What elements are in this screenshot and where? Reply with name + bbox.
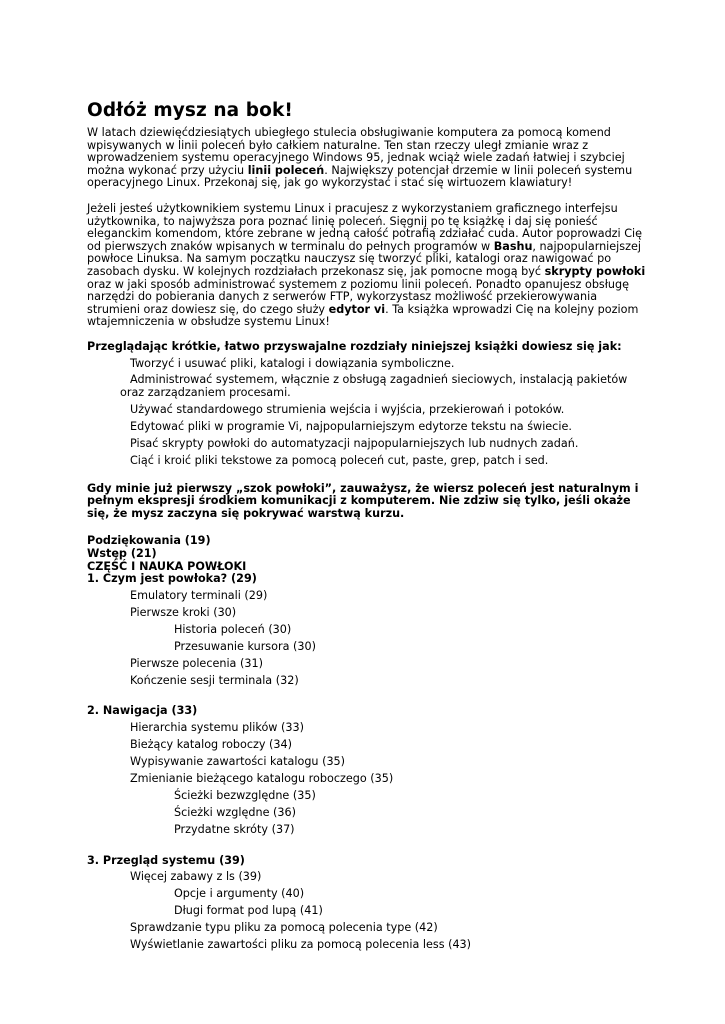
toc-section: Więcej zabawy z ls (39) [130,870,262,884]
features-heading: Przeglądając krótkie, łatwo przyswajalne rozdziały niniejszej książki dowiesz się jak: [87,339,622,353]
toc-subsection: Opcje i argumenty (40) [174,887,305,901]
text-span: , najpopularniejszej powłoce Linuksa. Na samym początku nauczysz się tworzyć pliki, katalogi oraz nawigować po zasobach dysku. W kolejnych rozdziałach przekonasz się, jak pomocne mogą być [87,239,641,278]
toc-introduction: Wstęp (21) [87,546,157,560]
toc-subsection: Ścieżki bezwzględne (35) [174,789,316,803]
feature-item: Pisać skrypty powłoki do automatyzacji najpopularniejszych lub nudnych zadań. [130,437,579,451]
toc-part-heading: CZĘŚĆ I NAUKA POWŁOKI [87,559,247,573]
text-span: oraz w jaki sposób administrować systemem z poziomu linii poleceń. Ponadto opanujesz obsługę narzędzi do pobierania danych z serwerów FTP, wykorzystasz możliwość przekierowywania strumieni oraz dowiesz się, do czego służy [87,277,630,316]
toc-subsection: Przydatne skróty (37) [174,822,295,836]
toc-chapter-3: 3. Przegląd systemu (39) [87,853,245,867]
toc-section: Emulatory terminali (29) [130,589,268,603]
text-span: . Największy potencjał drzemie w linii poleceń systemu operacyjnego Linux. Przekonaj się, jak go wykorzystać i stać się wirtuozem klawiatury! [87,163,633,190]
toc-subsection: Przesuwanie kursora (30) [174,639,316,653]
intro-paragraph [87,127,647,190]
feature-item: Ciąć i kroić pliki tekstowe za pomocą poleceń cut, paste, grep, patch i sed. [130,454,549,468]
bold-term: skrypty powłoki [544,264,646,278]
feature-item: Używać standardowego strumienia wejścia i wyjścia, przekierowań i potoków. [130,403,565,417]
feature-item: Edytować pliki w programie Vi, najpopularniejszym edytorze tekstu na świecie. [130,420,572,434]
toc-acknowledgements: Podziękowania (19) [87,534,211,548]
toc-subsection: Długi format pod lupą (41) [174,904,323,918]
toc-section: Bieżący katalog roboczy (34) [130,738,293,752]
toc-chapter-1: 1. Czym jest powłoka? (29) [87,572,257,586]
toc-chapter-2: 2. Nawigacja (33) [87,704,198,718]
text-span: . Ta książka wprowadzi Cię na kolejny poziom wtajemniczenia w obsłudze systemu Linux! [87,302,639,329]
closing-paragraph: Gdy minie już pierwszy „szok powłoki”, zauważysz, że wiersz poleceń jest naturalnym i pełnym ekspresji środkiem komunikacji z komputerem. Nie zdziw się tylko, jeśli okaże się, że mysz zaczyna się pokrywać warstwą kurzu. [87,481,639,520]
toc-section: Wyświetlanie zawartości pliku za pomocą polecenia less (43) [130,938,472,952]
toc-section: Zmienianie bieżącego katalogu roboczego (35) [130,772,394,786]
text-span: Jeżeli jesteś użytkownikiem systemu Linux i pracujesz z wykorzystaniem graficznego interfejsu użytkownika, to najwyższa pora poznać linię poleceń. Sięgnij po tę książkę i daj się ponieść eleganckim komendom, które zebrane w jedną całość potrafią zdziałać cuda. Autor poprowadzi Cię od pierwszych znaków wpisanych w terminalu do pełnych programów w [87,201,643,253]
bold-term: Bashu [493,239,533,253]
bold-term: linii poleceń [247,163,325,177]
toc-section: Wypisywanie zawartości katalogu (35) [130,755,346,769]
toc-section: Hierarchia systemu plików (33) [130,721,304,735]
toc-section: Kończenie sesji terminala (32) [130,673,299,687]
text-span: W latach dziewięćdziesiątych ubiegłego stulecia obsługiwanie komputera za pomocą komend wpisywanych w linii poleceń było całkiem naturalne. Ten stan rzeczy uległ zmianie wraz z wprowadzeniem systemu operacyjnego Windows 95, jednak wciąż wiele zadań łatwiej i szybciej można wykonać przy użyciu [87,126,625,177]
page-title: Odłóż mysz na bok! [87,100,293,121]
bold-term: edytor vi [328,302,386,316]
toc-subsection: Ścieżki względne (36) [174,806,296,820]
feature-item: Tworzyć i usuwać pliki, katalogi i dowiązania symboliczne. [130,356,455,370]
toc-section: Pierwsze kroki (30) [130,606,237,620]
toc-section: Pierwsze polecenia (31) [130,656,263,670]
features-list [87,358,647,468]
document-body [87,100,647,956]
description-paragraph [87,203,647,329]
table-of-contents [87,535,647,951]
toc-subsection: Historia poleceń (30) [174,622,292,636]
feature-item: Administrować systemem, włącznie z obsługą zagadnień sieciowych, instalacją pakietów oraz zarządzaniem procesami. [120,373,628,400]
toc-section: Sprawdzanie typu pliku za pomocą polecenia type (42) [130,921,438,935]
